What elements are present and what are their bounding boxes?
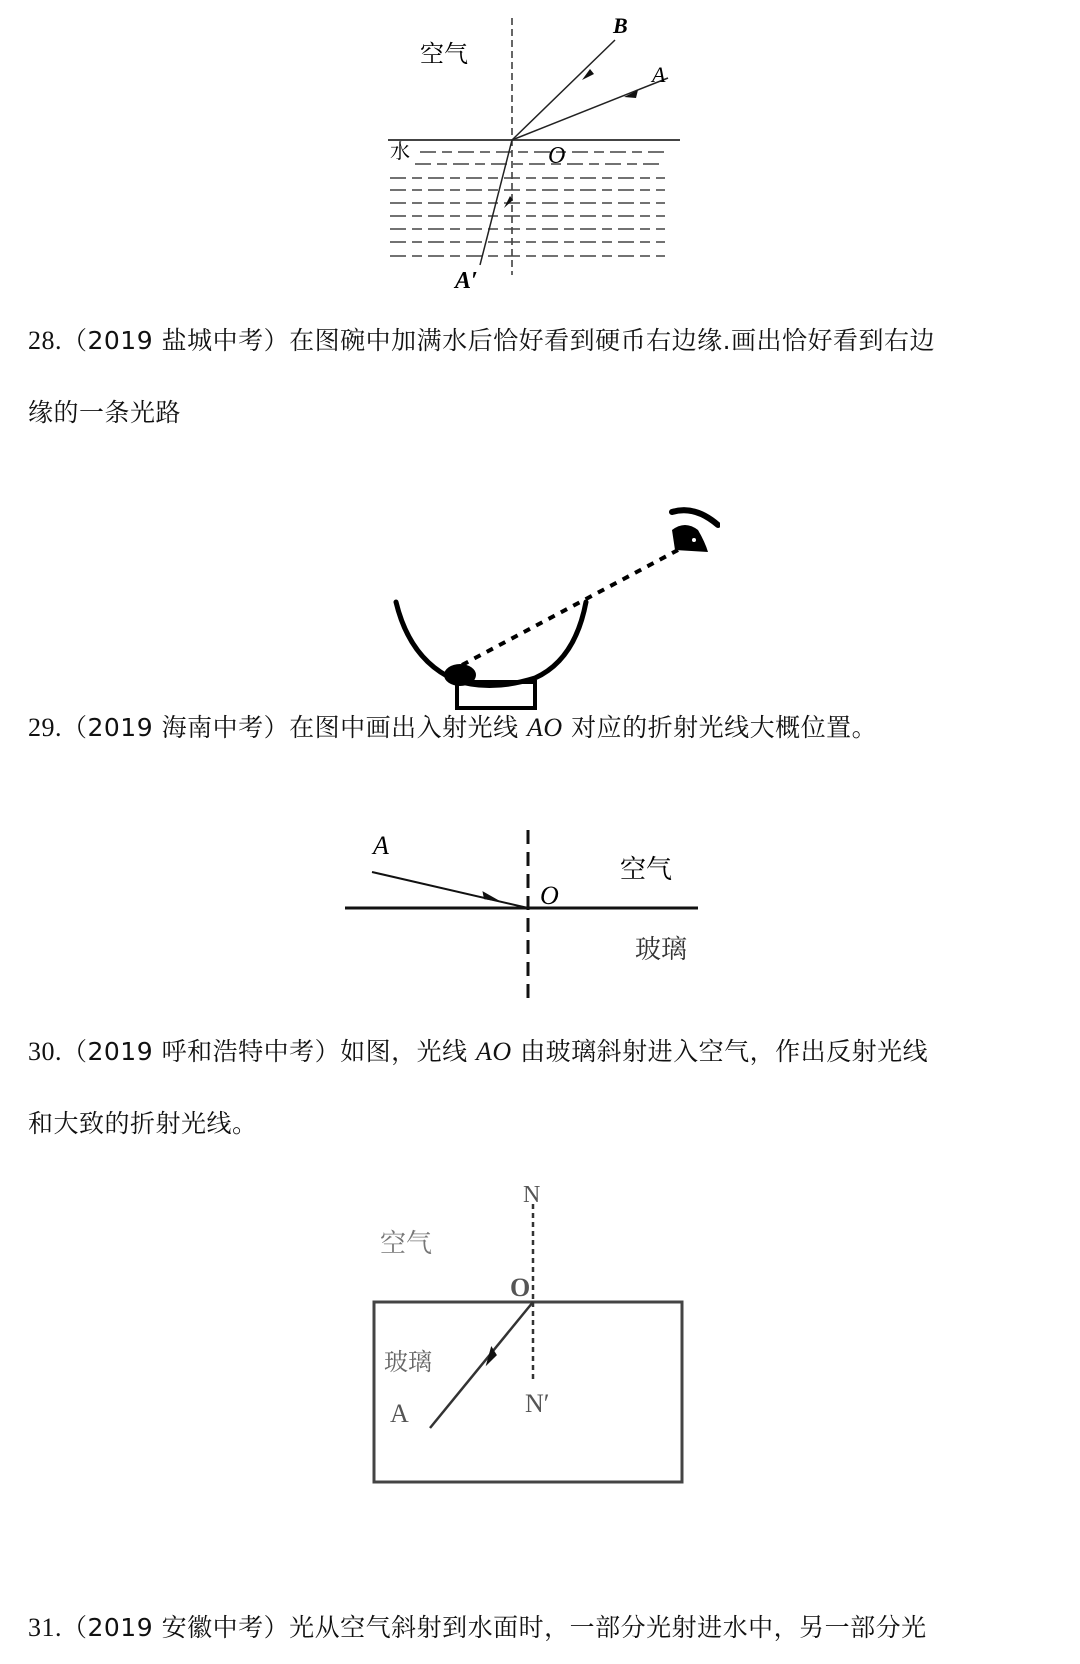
question-31 (28, 1592, 1068, 1664)
question-source: （2019 海南中考） (62, 713, 290, 742)
label-glass: 玻璃 (635, 935, 688, 965)
label-o: O (548, 143, 566, 169)
question-number: 29. (28, 713, 62, 742)
question-28-line-1 (28, 305, 1068, 377)
ray-label-ao: AO (476, 1037, 512, 1066)
label-n-prime: N′ (525, 1389, 550, 1418)
question-30-line-1 (28, 1016, 1068, 1088)
ray-label-ao: AO (527, 713, 563, 742)
question-28-line-2: 缘的一条光路 (28, 398, 182, 427)
figure-air-glass-refraction (340, 810, 740, 1010)
question-source: （2019 安徽中考） (62, 1613, 290, 1642)
question-number: 28. (28, 326, 62, 355)
question-number: 30. (28, 1037, 62, 1066)
question-source: （2019 盐城中考） (62, 326, 290, 355)
label-a: A (373, 831, 389, 860)
question-28 (28, 305, 1068, 449)
question-number: 31. (28, 1613, 62, 1642)
figure-glass-block (360, 1160, 720, 1490)
label-air: 空气 (380, 1229, 433, 1259)
label-air: 空气 (620, 855, 673, 885)
question-30-line-2: 和大致的折射光线。 (28, 1109, 258, 1138)
air-glass-diagram (340, 810, 740, 1010)
question-text: 如图，光线 (340, 1037, 477, 1066)
question-text-end: 对应的折射光线大概位置。 (562, 713, 878, 742)
glass-block-diagram (360, 1160, 720, 1490)
label-a-prime: A′ (455, 268, 478, 290)
label-a: A (390, 1399, 409, 1428)
figure-air-water-refraction (360, 0, 680, 290)
coin-icon (444, 664, 476, 686)
label-b: B (613, 13, 628, 38)
question-29 (28, 692, 1068, 764)
question-30 (28, 1016, 1068, 1160)
label-a: A (652, 62, 666, 87)
bowl-diagram (360, 460, 720, 710)
refraction-diagram (360, 0, 680, 290)
label-n: N (523, 1182, 541, 1208)
label-water: 水 (390, 139, 410, 163)
figure-bowl-coin (360, 460, 720, 710)
label-glass: 玻璃 (384, 1348, 432, 1376)
question-text: 光从空气斜射到水面时，一部分光射进水中，另一部分光 (289, 1613, 927, 1642)
label-o: O (510, 1273, 531, 1302)
eye-icon (672, 510, 718, 552)
question-text: 在图中画出入射光线 (289, 713, 528, 742)
label-air: 空气 (420, 40, 468, 68)
question-text-end: 由玻璃斜射进入空气，作出反射光线 (511, 1037, 929, 1066)
label-o: O (540, 881, 559, 910)
question-text: 在图碗中加满水后恰好看到硬币右边缘.画出恰好看到右边 (289, 326, 936, 355)
question-source: （2019 呼和浩特中考） (62, 1037, 341, 1066)
